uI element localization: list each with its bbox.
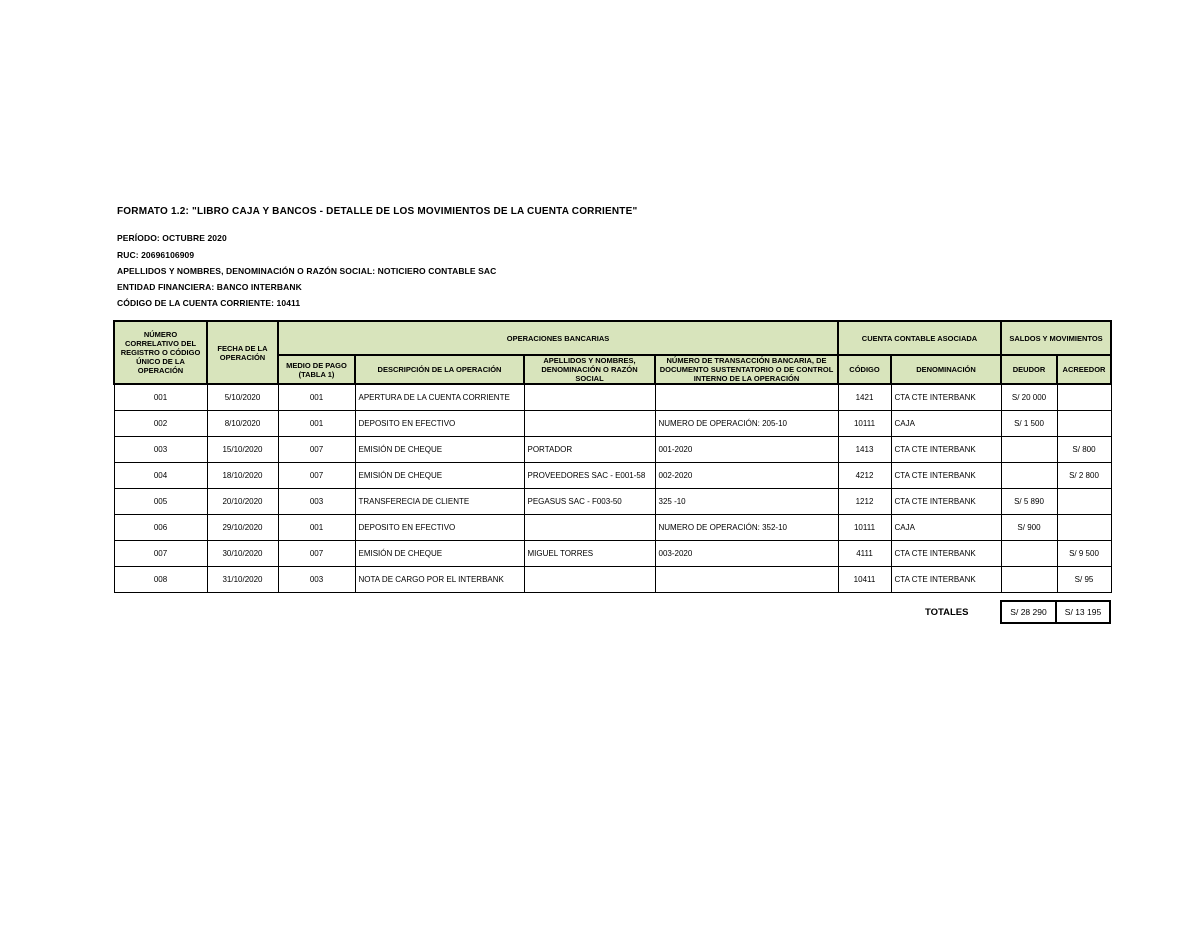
table-row <box>114 463 1111 489</box>
header-descripcion: DESCRIPCIÓN DE LA OPERACIÓN <box>355 355 524 384</box>
cell-nombre: PEGASUS SAC - F003-50 <box>524 489 655 515</box>
cell-codigo: 4111 <box>838 541 891 567</box>
cell-medio: 007 <box>278 463 355 489</box>
cell-num: 004 <box>114 463 207 489</box>
cell-desc: EMISIÓN DE CHEQUE <box>355 463 524 489</box>
cell-medio: 007 <box>278 437 355 463</box>
cell-trans: 003-2020 <box>655 541 838 567</box>
header-denominacion: DENOMINACIÓN <box>891 355 1001 384</box>
cell-trans: 001-2020 <box>655 437 838 463</box>
cell-fecha: 15/10/2020 <box>207 437 278 463</box>
header-operaciones: OPERACIONES BANCARIAS <box>278 321 838 355</box>
cell-codigo: 10411 <box>838 567 891 593</box>
header-deudor: DEUDOR <box>1001 355 1057 384</box>
cell-desc: EMISIÓN DE CHEQUE <box>355 437 524 463</box>
cell-acreedor: S/ 9 500 <box>1057 541 1111 567</box>
cell-nombre <box>524 567 655 593</box>
cell-codigo: 1212 <box>838 489 891 515</box>
cell-num: 003 <box>114 437 207 463</box>
header-saldos: SALDOS Y MOVIMIENTOS <box>1001 321 1111 355</box>
table-row <box>114 515 1111 541</box>
cell-nombre <box>524 384 655 411</box>
cell-deudor: S/ 900 <box>1001 515 1057 541</box>
cell-trans: 002-2020 <box>655 463 838 489</box>
cell-fecha: 20/10/2020 <box>207 489 278 515</box>
header-transaccion: NÚMERO DE TRANSACCIÓN BANCARIA, DE DOCUMENTO SUSTENTATORIO O DE CONTROL INTERNO DE LA OPERACIÓN <box>655 355 838 384</box>
cell-fecha: 8/10/2020 <box>207 411 278 437</box>
header-codigo: CÓDIGO <box>838 355 891 384</box>
cell-codigo: 10111 <box>838 515 891 541</box>
cell-fecha: 29/10/2020 <box>207 515 278 541</box>
cell-acreedor <box>1057 411 1111 437</box>
cell-desc: DEPOSITO EN EFECTIVO <box>355 515 524 541</box>
cell-deudor: S/ 20 000 <box>1001 384 1057 411</box>
cell-deudor <box>1001 463 1057 489</box>
cell-acreedor: S/ 800 <box>1057 437 1111 463</box>
header-fecha: FECHA DE LA OPERACIÓN <box>207 321 278 384</box>
table-row <box>114 567 1111 593</box>
cell-deudor <box>1001 541 1057 567</box>
table-row <box>114 437 1111 463</box>
cell-acreedor <box>1057 489 1111 515</box>
cell-nombre: PORTADOR <box>524 437 655 463</box>
ledger-header <box>114 321 1111 384</box>
header-numero: NÚMERO CORRELATIVO DEL REGISTRO O CÓDIGO ÚNICO DE LA OPERACIÓN <box>114 321 207 384</box>
cell-num: 006 <box>114 515 207 541</box>
cell-medio: 001 <box>278 515 355 541</box>
cell-num: 008 <box>114 567 207 593</box>
table-row <box>114 411 1111 437</box>
cell-denom: CTA CTE INTERBANK <box>891 384 1001 411</box>
cell-deudor: S/ 5 890 <box>1001 489 1057 515</box>
cell-deudor: S/ 1 500 <box>1001 411 1057 437</box>
cell-acreedor <box>1057 384 1111 411</box>
cell-nombre <box>524 411 655 437</box>
cell-fecha: 31/10/2020 <box>207 567 278 593</box>
cell-denom: CTA CTE INTERBANK <box>891 437 1001 463</box>
ledger-body <box>114 384 1111 593</box>
cell-deudor <box>1001 567 1057 593</box>
table-row <box>114 384 1111 411</box>
cell-deudor <box>1001 437 1057 463</box>
cell-trans: NUMERO DE OPERACIÓN: 205-10 <box>655 411 838 437</box>
cell-trans <box>655 567 838 593</box>
cell-medio: 003 <box>278 489 355 515</box>
cell-nombre: PROVEEDORES SAC - E001-58 <box>524 463 655 489</box>
totals-label: TOTALES <box>925 607 969 618</box>
cell-desc: EMISIÓN DE CHEQUE <box>355 541 524 567</box>
report-company-name: APELLIDOS Y NOMBRES, DENOMINACIÓN O RAZÓN SOCIAL: NOTICIERO CONTABLE SAC <box>117 266 497 276</box>
cell-fecha: 5/10/2020 <box>207 384 278 411</box>
cell-denom: CTA CTE INTERBANK <box>891 541 1001 567</box>
table-row <box>114 489 1111 515</box>
cell-denom: CTA CTE INTERBANK <box>891 463 1001 489</box>
header-medio-pago: MEDIO DE PAGO (TABLA 1) <box>278 355 355 384</box>
cell-denom: CAJA <box>891 515 1001 541</box>
report-bank: ENTIDAD FINANCIERA: BANCO INTERBANK <box>117 282 302 292</box>
total-acreedor: S/ 13 195 <box>1055 600 1111 624</box>
cell-trans: NUMERO DE OPERACIÓN: 352-10 <box>655 515 838 541</box>
cell-medio: 007 <box>278 541 355 567</box>
cell-medio: 001 <box>278 384 355 411</box>
report-account-code: CÓDIGO DE LA CUENTA CORRIENTE: 10411 <box>117 298 301 308</box>
cell-desc: DEPOSITO EN EFECTIVO <box>355 411 524 437</box>
ledger-table <box>113 320 1112 593</box>
cell-acreedor: S/ 95 <box>1057 567 1111 593</box>
total-deudor: S/ 28 290 <box>1000 600 1057 624</box>
table-row <box>114 541 1111 567</box>
cell-denom: CTA CTE INTERBANK <box>891 567 1001 593</box>
cell-num: 005 <box>114 489 207 515</box>
cell-codigo: 1421 <box>838 384 891 411</box>
cell-codigo: 4212 <box>838 463 891 489</box>
cell-desc: APERTURA DE LA CUENTA CORRIENTE <box>355 384 524 411</box>
cell-trans: 325 -10 <box>655 489 838 515</box>
cell-num: 001 <box>114 384 207 411</box>
cell-codigo: 10111 <box>838 411 891 437</box>
cell-denom: CTA CTE INTERBANK <box>891 489 1001 515</box>
report-ruc: RUC: 20696106909 <box>117 250 195 260</box>
header-acreedor: ACREEDOR <box>1057 355 1111 384</box>
cell-codigo: 1413 <box>838 437 891 463</box>
cell-medio: 001 <box>278 411 355 437</box>
cell-desc: TRANSFERECIA DE CLIENTE <box>355 489 524 515</box>
header-apellidos: APELLIDOS Y NOMBRES, DENOMINACIÓN O RAZÓN SOCIAL <box>524 355 655 384</box>
report-title: FORMATO 1.2: "LIBRO CAJA Y BANCOS - DETALLE DE LOS MOVIMIENTOS DE LA CUENTA CORRIENTE" <box>117 206 638 217</box>
cell-desc: NOTA DE CARGO POR EL INTERBANK <box>355 567 524 593</box>
cell-num: 002 <box>114 411 207 437</box>
cell-fecha: 18/10/2020 <box>207 463 278 489</box>
cell-num: 007 <box>114 541 207 567</box>
cell-trans <box>655 384 838 411</box>
cell-denom: CAJA <box>891 411 1001 437</box>
cell-nombre: MIGUEL TORRES <box>524 541 655 567</box>
report-period: PERÍODO: OCTUBRE 2020 <box>117 233 227 243</box>
cell-nombre <box>524 515 655 541</box>
cell-acreedor: S/ 2 800 <box>1057 463 1111 489</box>
cell-medio: 003 <box>278 567 355 593</box>
cell-fecha: 30/10/2020 <box>207 541 278 567</box>
header-cuenta-asociada: CUENTA CONTABLE ASOCIADA <box>838 321 1001 355</box>
cell-acreedor <box>1057 515 1111 541</box>
